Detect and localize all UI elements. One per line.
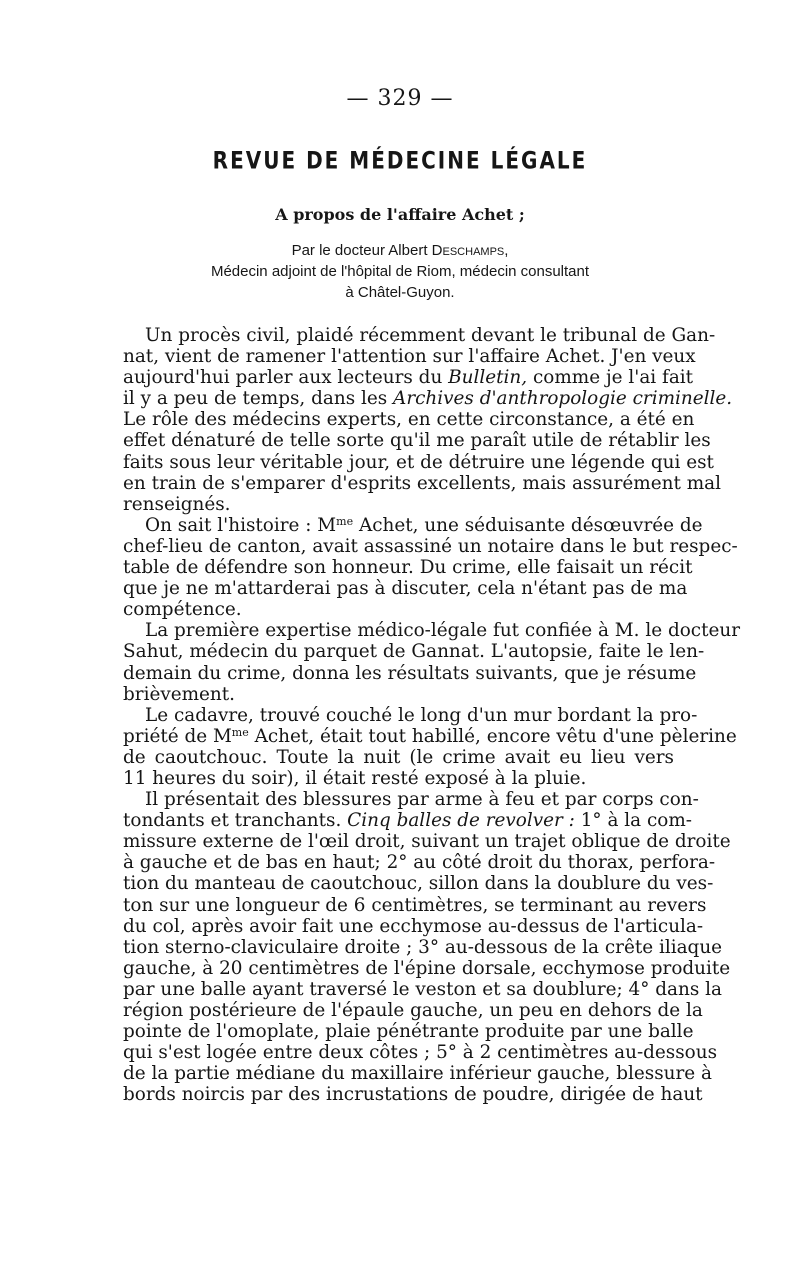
text-line: 11 heures du soir), il était resté exposé à la pluie. — [123, 767, 587, 789]
text-line: missure externe de l'œil droit, suivant un trajet oblique de droite — [123, 831, 731, 853]
text-line: par une balle ayant traversé le veston et sa doublure; 4° dans la — [123, 978, 722, 1000]
italic-title: Archives d'anthropologie criminelle. — [393, 388, 733, 410]
text-line: faits sous leur véritable jour, et de détruire une légende qui est — [123, 451, 714, 473]
text-line: On sait l'histoire : $M^{me}$ Achet, une séduisante désœuvrée de — [145, 514, 703, 536]
text-line: région postérieure de l'épaule gauche, un peu en dehors de la — [123, 1000, 703, 1021]
text-line: ton sur une longueur de 6 centimètres, se terminant au revers — [123, 894, 707, 916]
text-line: La première expertise médico-légale fut confiée à M. le docteur — [145, 620, 740, 642]
text-line: Un procès civil, plaidé récemment devant le tribunal de Gan- — [145, 325, 716, 346]
text-line: de la partie médiane du maxillaire inférieur gauche, blessure à — [123, 1063, 712, 1085]
text-line: Le rôle des médecins experts, en cette circonstance, a été en — [123, 409, 695, 431]
text-line: demain du crime, donna les résultats suivants, que je résume — [123, 662, 697, 684]
text-line: de caoutchouc. Toute la nuit (le crime avait eu lieu vers — [123, 746, 674, 768]
text-line: nat, vient de ramener l'attention sur l'affaire Achet. J'en veux — [123, 346, 696, 368]
text-line: effet dénaturé de telle sorte qu'il me paraît utile de rétablir les — [123, 430, 711, 452]
author-surname: Deschamps, — [431, 242, 509, 259]
text-line: du col, après avoir fait une ecchymose au-dessus de l'articula- — [123, 915, 704, 937]
text-line: chef-lieu de canton, avait assassiné un notaire dans le but respec- — [123, 535, 738, 557]
text-line: tion du manteau de caoutchouc, sillon dans la doublure du ves- — [123, 873, 714, 895]
section-title: REVUE DE MÉDECINE LÉGALE — [212, 145, 588, 175]
byline-author — [0, 240, 800, 261]
text-line: à gauche et de bas en haut; 2° au côté droit du thorax, perfora- — [123, 852, 716, 874]
italic-phrase: Cinq balles de revolver : — [347, 810, 575, 832]
byline-prefix: Par le docteur Albert — [291, 242, 428, 259]
text-line: compétence. — [123, 599, 242, 621]
text-line: bords noircis par des incrustations de poudre, dirigée de haut — [123, 1084, 703, 1106]
text-line: priété de $M^{me}$ Achet, était tout habillé, encore vêtu d'une pèlerine — [123, 725, 737, 747]
byline-location: à Châtel-Guyon. — [345, 284, 455, 301]
italic-title: Bulletin, — [448, 367, 528, 389]
text-line: il y a peu de temps, dans les Archives d'anthropologie criminelle. — [123, 388, 733, 410]
text-line: aujourd'hui parler aux lecteurs du Bulletin, comme je l'ai fait — [123, 367, 694, 389]
page-number: — 329 — — [346, 86, 454, 111]
text-line: table de défendre son honneur. Du crime, elle faisait un récit — [123, 557, 693, 579]
article-body — [123, 325, 740, 1106]
text-line: brièvement. — [123, 683, 236, 705]
text-line: renseignés. — [123, 493, 231, 515]
text-line: Le cadavre, trouvé couché le long d'un mur bordant la pro- — [145, 704, 698, 726]
byline-affiliation: Médecin adjoint de l'hôpital de Riom, médecin consultant — [210, 263, 590, 280]
article-title: A propos de l'affaire Achet ; — [275, 205, 525, 224]
text-line: pointe de l'omoplate, plaie pénétrante produite par une balle — [123, 1021, 694, 1043]
text-line: tion sterno-claviculaire droite ; 3° au-dessous de la crête iliaque — [123, 936, 723, 958]
text-line: en train de s'emparer d'esprits excellents, mais assurément mal — [123, 472, 721, 494]
text-line: Il présentait des blessures par arme à feu et par corps con- — [145, 789, 699, 811]
text-line: que je ne m'attarderai pas à discuter, cela n'étant pas de ma — [123, 578, 688, 600]
text-line: gauche, à 20 centimètres de l'épine dorsale, ecchymose produite — [123, 957, 731, 979]
text-line: Sahut, médecin du parquet de Gannat. L'autopsie, faite le len- — [123, 641, 705, 663]
text-line: tondants et tranchants. Cinq balles de revolver : 1° à la com- — [123, 810, 692, 832]
text-line: qui s'est logée entre deux côtes ; 5° à 2 centimètres au-dessous — [123, 1042, 718, 1064]
